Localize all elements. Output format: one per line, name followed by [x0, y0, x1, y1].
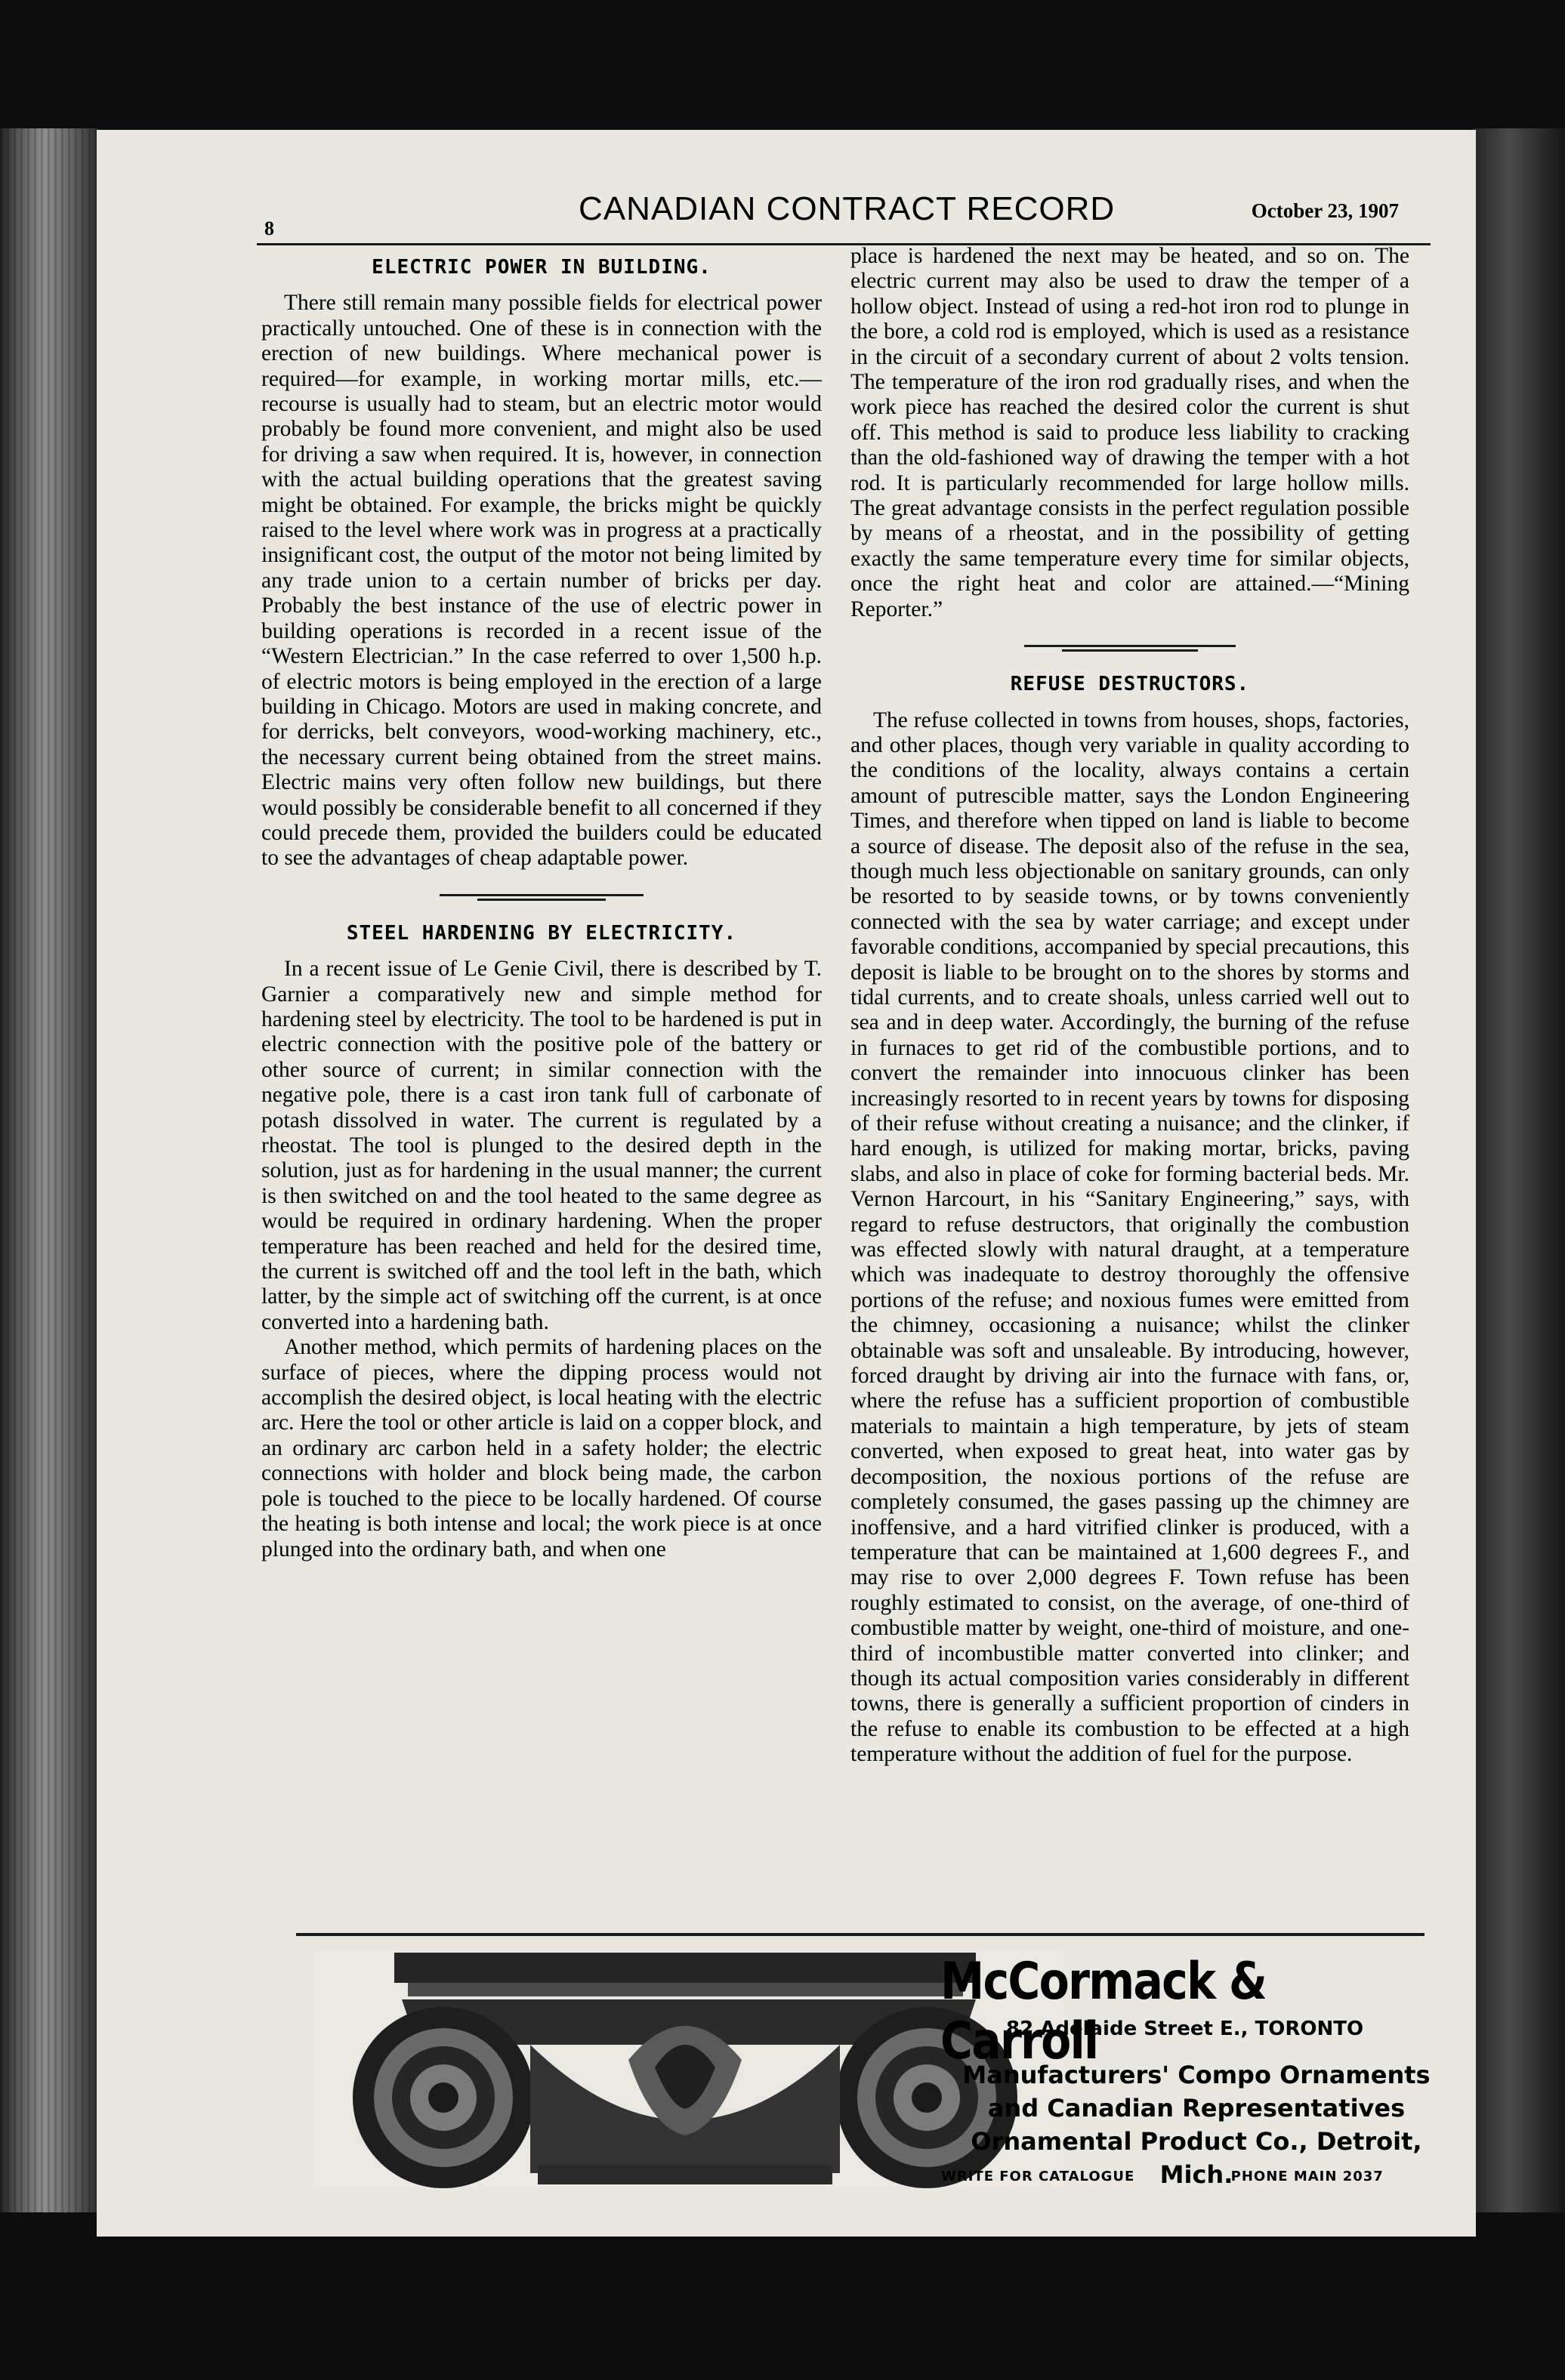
- advertiser-description: Manufacturers' Compo Ornaments and Canadian Representatives Ornamental Product Co., Detroit, Mich.: [962, 2061, 1431, 2189]
- masthead-title: CANADIAN CONTRACT RECORD: [579, 190, 1116, 227]
- advertisement-rule: [296, 1933, 1425, 1936]
- article-refuse-destructors: [850, 672, 1409, 1767]
- advertiser-name: McCormack & Carroll: [940, 1952, 1267, 2071]
- article-paragraph: There still remain many possible fields for electrical power practically untouched. One of these is in connection with the erection of new buildings. Where mechanical power is required—for example, in working mortar mills, etc.—recourse is usually had to steam, but an electric motor would probably be found more convenient, and might also be used for driving a saw when required. It is, however, in connection with the actual building operations that the greatest saving might be obtained. For example, the bricks might be quickly raised to the level where work was in progress at a practically insignificant cost, the output of the motor not being limited by any trade union to a certain number of bricks per day. Probably the best instance of the use of electric power in building operations is recorded in a recent issue of the “Western Electrician.” In the case referred to over 1,500 h.p. of electric motors is being employed in the erection of a large building in Chicago. Motors are used in making concrete, and for derricks, belt conveyors, wood-working machinery, etc., the necessary current being obtained from the street mains. Electric mains very often follow new buildings, but there would possibly be considerable benefit to all concerned if they could precede them, provided the builders could be educated to see the advantages of cheap adaptable power.: [261, 291, 822, 871]
- article-paragraph: The refuse collected in towns from houses, shops, factories, and other places, though very variable in quality according to the conditions of the locality, always contains a certain amount of putrescible matter, says the London Engineering Times, and therefore when tipped on land is liable to become a source of disease. The deposit also of the refuse in the sea, though much less objectionable on sanitary grounds, can only be resorted to by seaside towns, or by towns conveniently connected with the sea by water carriage; and except under favorable conditions, accompanied by special precautions, this deposit is liable to be brought on to the shores by storms and tidal currents, and to create shoals, unless carried well out to sea and in deep water. Accordingly, the burning of the refuse in furnaces to get rid of the combustible portions, and to convert the remainder into innocuous clinker has been increasingly resorted to in recent years by towns for disposing of their refuse without creating a nuisance; and the clinker, if hard enough, is utilized for making mortar, bricks, paving slabs, and also in place of coke for forming bacterial beds. Mr. Vernon Harcourt, in his “Sanitary Engineering,” says, with regard to refuse destructors, that originally the combustion was effected slowly with natural draught, at a temperature which was inadequate to destroy thoroughly the offensive portions of the refuse; and noxious fumes were emitted from the chimney, occasioning a nuisance; whilst the clinker obtainable was soft and unsaleable. By introducing, however, forced draught by driving air into the furnace with fans, or, where the refuse has a sufficient proportion of combustible materials to maintain a high temperature, by jets of steam converted, when exposed to great heat, into water gas by decomposition, the noxious portions of the refuse are completely consumed, the gases passing up the chimney are inoffensive, and a hard vitrified clinker is produced, with a temperature that can be maintained at 1,600 degrees F., and may rise to over 2,000 degrees F. Town refuse has been roughly estimated to consist, on the average, of one-third of combustible matter by weight, one-third of moisture, and one-third of incombustible matter converted into clinker; and though its actual composition varies considerably in different towns, there is generally a sufficient proportion of cinders in the refuse to enable its combustion to be effected at a high temperature without the addition of fuel for the purpose.: [850, 708, 1409, 1767]
- article-steel-hardening: [261, 921, 822, 1562]
- page-header: [166, 190, 1405, 239]
- catalogue-text: WRITE FOR CATALOGUE: [941, 2169, 1135, 2184]
- article-continuation: place is hardened the next may be heated, and so on. The electric current may also be used to draw the temper of a hollow object. Instead of using a red-hot iron rod to plunge in the bore, a cold rod is employed, which is used as a resistance in the circuit of a secondary current of about 2 volts tension. The temperature of the iron rod gradually rises, and when the work piece has reached the desired color the current is shut off. This method is said to produce less liability to cracking than the old-fashioned way of drawing the temper with a hot rod. It is particularly recommended for large hollow mills. The great advantage consists in the perfect regulation possible by means of a rheostat, and in the possibility of getting exactly the same temperature every time for similar objects, once the right heat and color are attained.—“Mining Reporter.”: [850, 244, 1409, 621]
- issue-date: October 23, 1907: [1251, 199, 1399, 222]
- advertiser-footer: [941, 2169, 1384, 2184]
- article-electric-power: [261, 255, 822, 871]
- article-title: REFUSE DESTRUCTORS.: [1010, 673, 1250, 696]
- left-column: [261, 255, 822, 1562]
- right-column: [850, 244, 1409, 1768]
- next-page-edge: [1473, 128, 1565, 2212]
- phone-text: PHONE MAIN 2037: [1230, 2169, 1384, 2184]
- article-paragraph: Another method, which permits of hardening places on the surface of pieces, where the dipping process would not accomplish the desired object, is local heating with the electric arc. Here the tool or other article is laid on a copper block, and an ordinary arc carbon held in a safety holder; the electric connections with holder and block being made, the carbon pole is touched to the piece to be locally hardened. Of course the heating is both intense and local; the work piece is at once plunged into the ordinary bath, and when one: [261, 1335, 822, 1561]
- advertiser-address: 82 Adelaide Street E., TORONTO: [1006, 2018, 1364, 2040]
- page-number: 8: [264, 217, 274, 239]
- article-title: ELECTRIC POWER IN BUILDING.: [372, 256, 712, 279]
- book-binding: [0, 128, 98, 2212]
- article-title: STEEL HARDENING BY ELECTRICITY.: [346, 921, 737, 945]
- article-separator: [440, 894, 644, 902]
- article-separator: [1024, 645, 1236, 652]
- article-paragraph: In a recent issue of Le Genie Civil, there is described by T. Garnier a comparatively new and simple method for hardening steel by electricity. The tool to be hardened is put in electric connection with the positive pole of the battery or other source of current; in similar connection with the negative pole, there is a cast iron tank full of carbonate of potash dissolved in water. The current is regulated by a rheostat. The tool is plunged to the desired depth in the solution, just as for hardening in the usual manner; the current is then switched on and the tool heated to the same degree as would be required in ordinary hardening. When the proper temperature has been reached and held for the desired time, the current is switched off and the tool left in the bath, which latter, by the simple act of switching off the current, is at once converted into a hardening bath.: [261, 957, 822, 1334]
